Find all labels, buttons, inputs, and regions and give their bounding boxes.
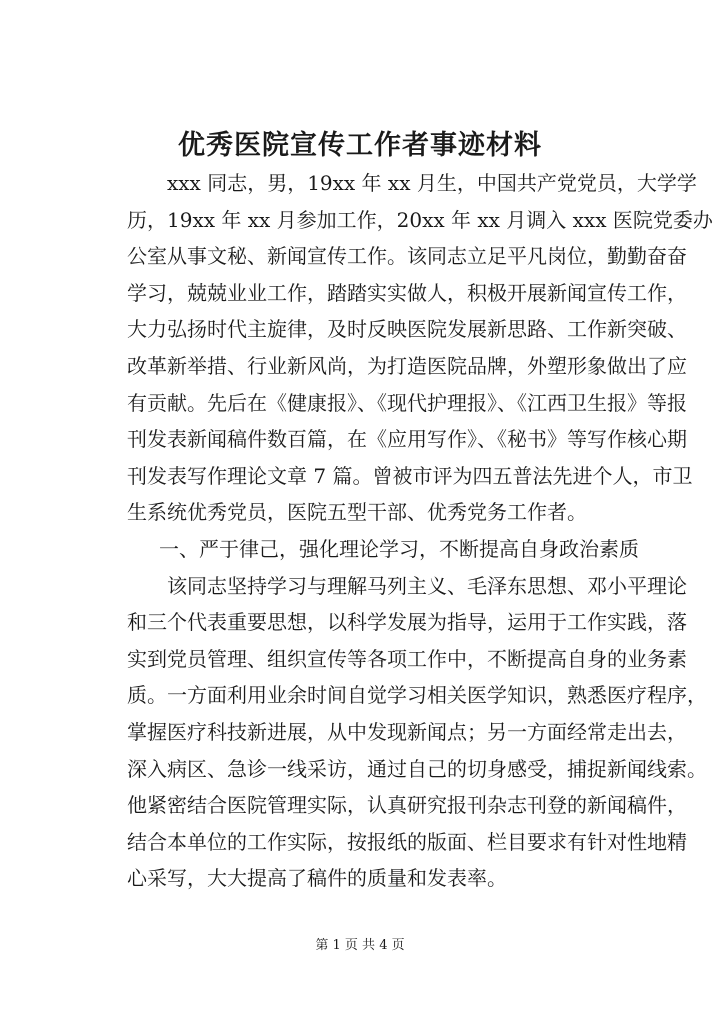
- section-heading: 一、严于律己，强化理论学习，不断提高自身政治素质: [159, 536, 639, 561]
- paragraph-line: 和三个代表重要思想，以科学发展为指导，运用于工作实践，落: [127, 610, 687, 635]
- paragraph-line: 刊发表新闻稿件数百篇，在《应用写作》、《秘书》等写作核心期: [127, 427, 687, 452]
- paragraph-line: 深入病区、急诊一线采访，通过自己的切身感受，捕捉新闻线索。: [127, 756, 707, 781]
- paragraph-line: 质。一方面利用业余时间自觉学习相关医学知识，熟悉医疗程序，: [127, 683, 707, 708]
- paragraph-line: 生系统优秀党员，医院五型干部、优秀党务工作者。: [127, 500, 587, 525]
- paragraph-line: 大力弘扬时代主旋律，及时反映医院发展新思路、工作新突破、: [127, 317, 687, 342]
- paragraph-line: 掌握医疗科技新进展，从中发现新闻点；另一方面经常走出去，: [127, 719, 687, 744]
- paragraph-line: 实到党员管理、组织宣传等各项工作中，不断提高自身的业务素: [127, 646, 687, 671]
- paragraph-line: 学习，兢兢业业工作，踏踏实实做人，积极开展新闻宣传工作，: [127, 280, 687, 305]
- paragraph-line: 历，19xx 年 xx 月参加工作，20xx 年 xx 月调入 xxx 医院党委办: [127, 207, 713, 232]
- paragraph-line: 结合本单位的工作实际，按报纸的版面、栏目要求有针对性地精: [127, 829, 687, 854]
- page-footer: 第 1 页 共 4 页: [315, 938, 405, 953]
- paragraph-line: 改革新举措、行业新风尚，为打造医院品牌，外塑形象做出了应: [127, 353, 687, 378]
- paragraph-line: 刊发表写作理论文章 7 篇。曾被市评为四五普法先进个人，市卫: [127, 463, 693, 488]
- paragraph-line: 他紧密结合医院管理实际，认真研究报刊杂志刊登的新闻稿件，: [127, 793, 687, 818]
- paragraph-line: 该同志坚持学习与理解马列主义、毛泽东思想、邓小平理论: [167, 573, 687, 598]
- paragraph-line: xxx 同志，男，19xx 年 xx 月生，中国共产党党员，大学学: [167, 171, 697, 195]
- paragraph-line: 公室从事文秘、新闻宣传工作。该同志立足平凡岗位，勤勤奋奋: [127, 244, 687, 269]
- paragraph-line: 心采写，大大提高了稿件的质量和发表率。: [127, 866, 507, 891]
- document-title: 优秀医院宣传工作者事迹材料: [178, 130, 542, 161]
- document-body: [127, 165, 713, 897]
- paragraph-line: 有贡献。先后在《健康报》、《现代护理报》、《江西卫生报》等报: [127, 390, 687, 415]
